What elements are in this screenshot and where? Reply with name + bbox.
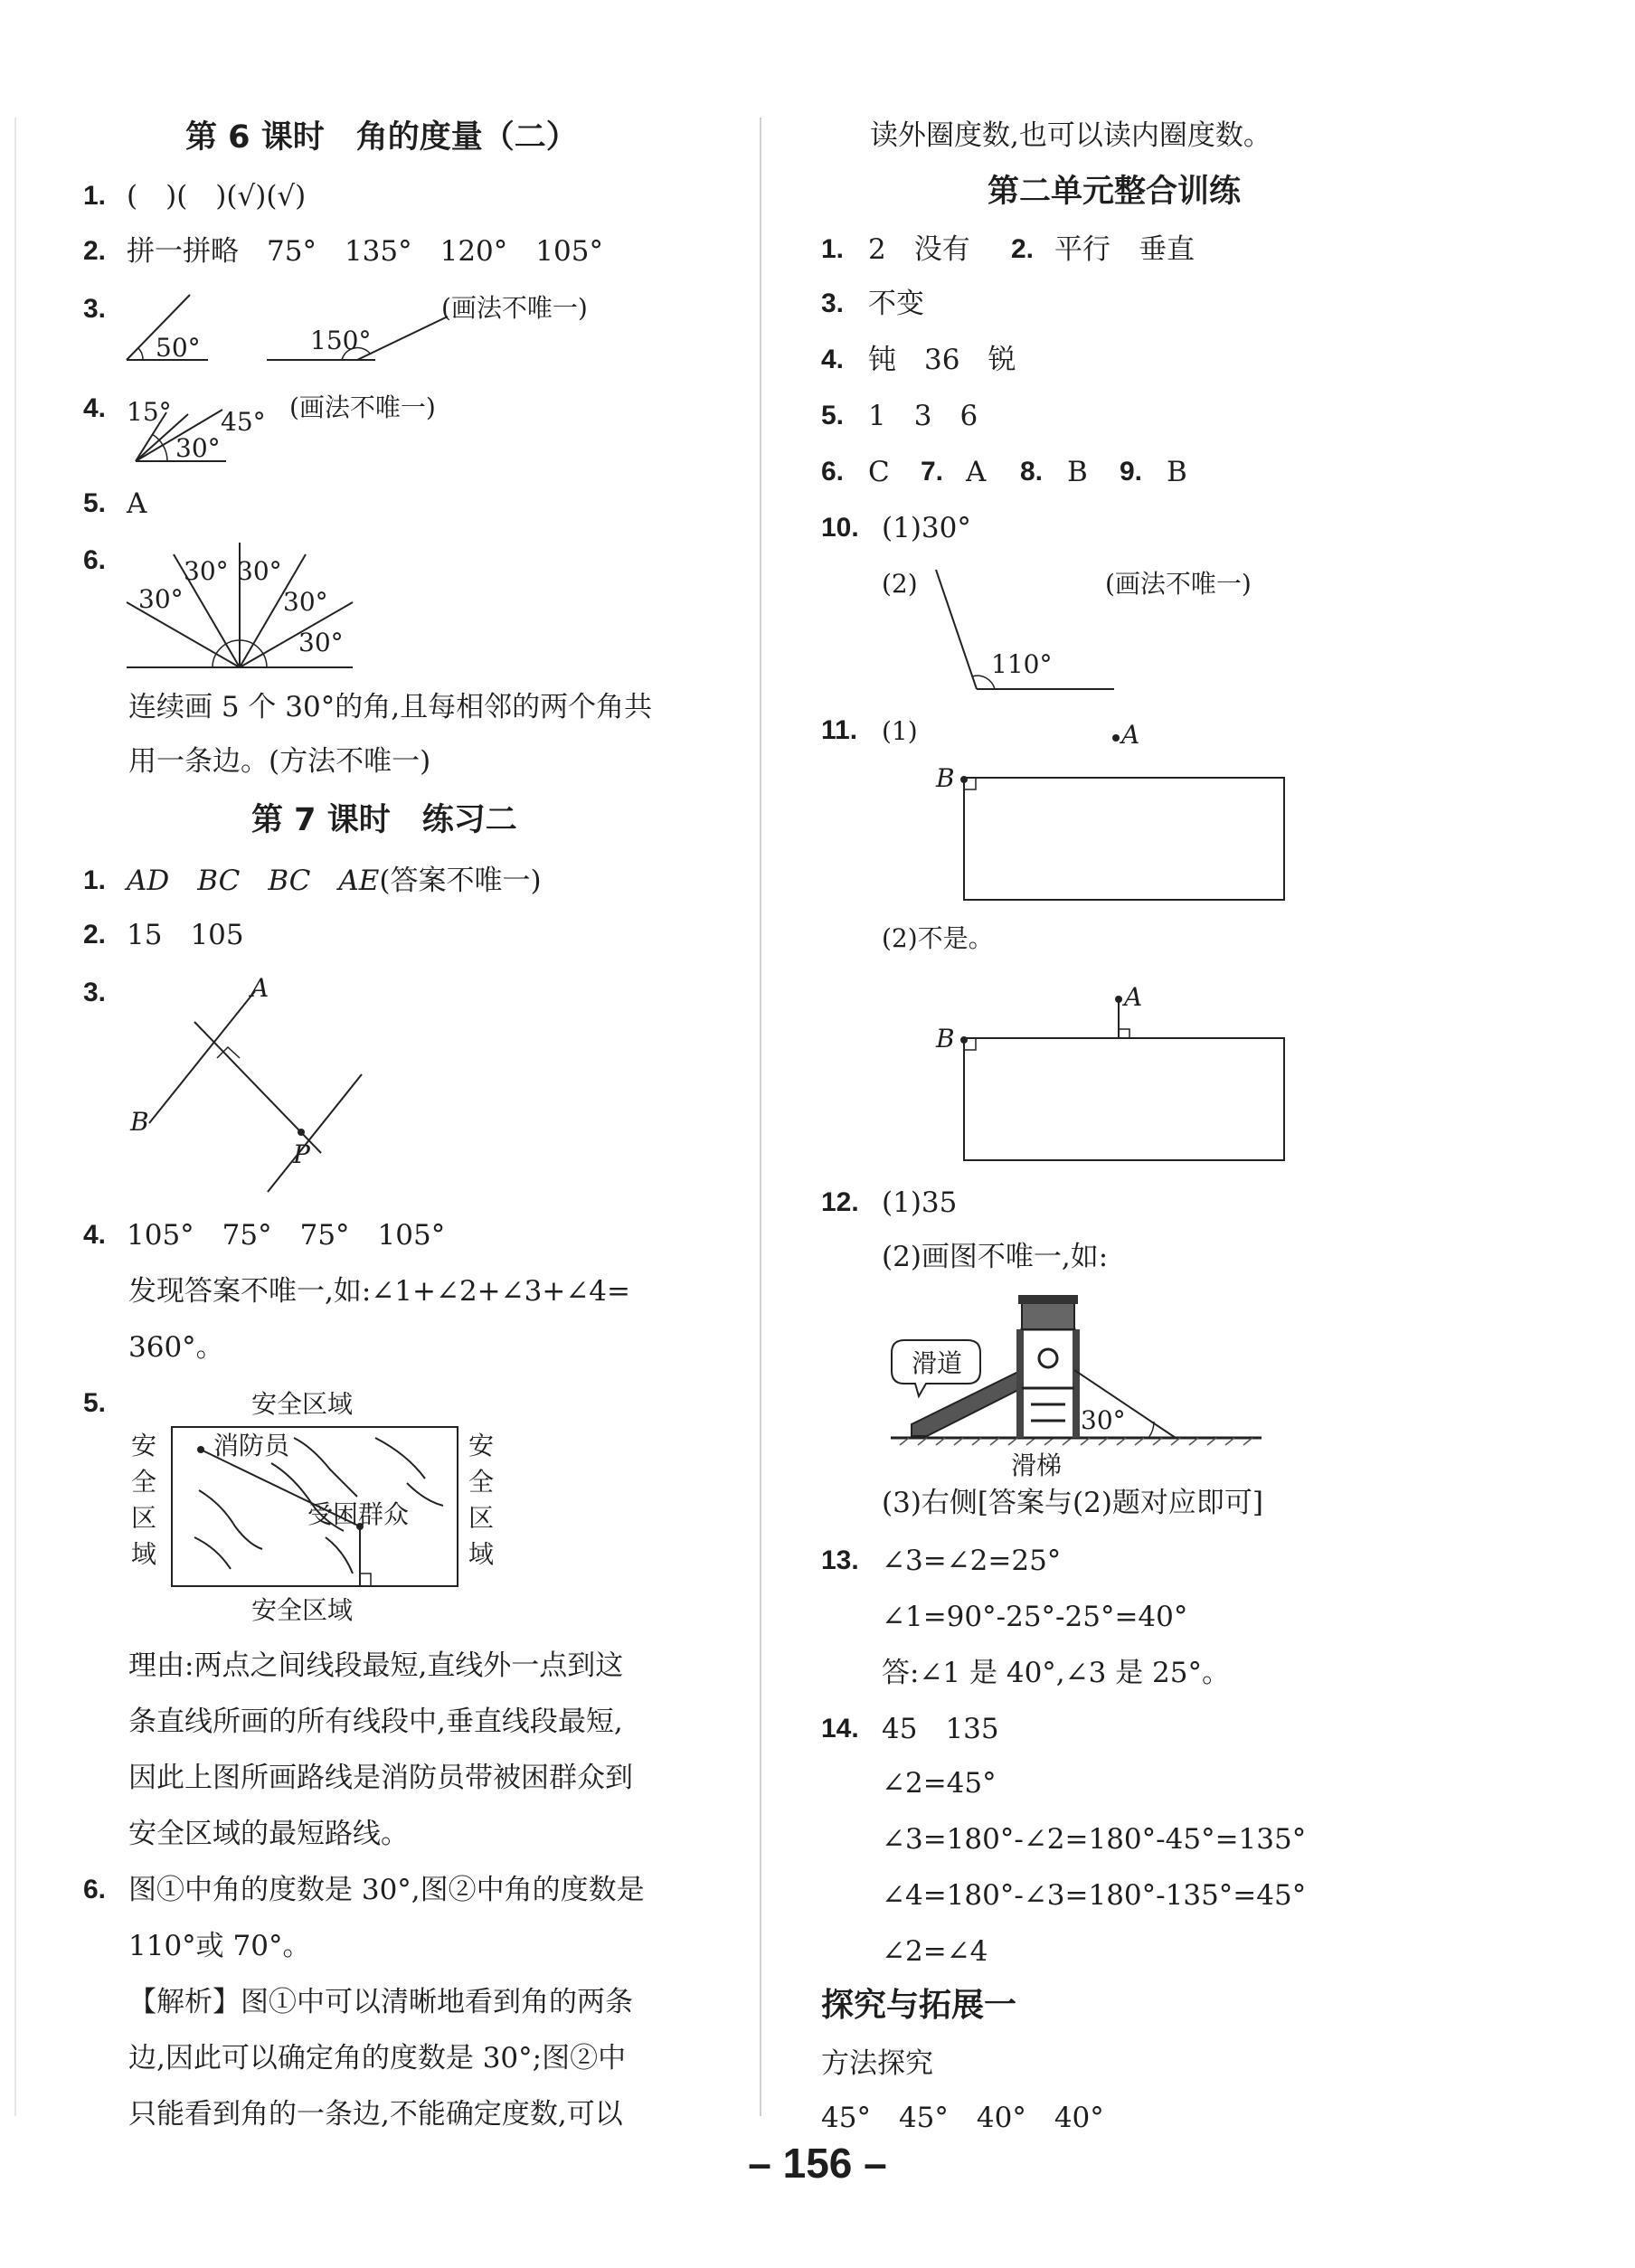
answer-5: 1 3 6 bbox=[868, 400, 978, 432]
svg-text:域: 域 bbox=[468, 1539, 495, 1569]
answer-13-line: 答:∠1 是 40°,∠3 是 25°。 bbox=[882, 1657, 1231, 1689]
q-number: 2. bbox=[1011, 234, 1035, 264]
angle-label: 30° bbox=[237, 556, 282, 586]
answer-2: 平行 垂直 bbox=[1054, 233, 1195, 266]
note: (画法不唯一) bbox=[1105, 569, 1252, 599]
answer-12-1: (1)35 bbox=[882, 1186, 958, 1219]
q-number: 5. bbox=[821, 401, 845, 430]
answer-1: ( )( )(√)(√) bbox=[127, 180, 307, 213]
zone-label: 安全区域 bbox=[251, 1595, 354, 1625]
practice-1: AD BC BC AE(答案不唯一) bbox=[127, 865, 542, 897]
point-label: B bbox=[130, 1107, 149, 1137]
q-number: 11. bbox=[821, 715, 858, 745]
q-number: 5. bbox=[83, 1388, 107, 1418]
answer-14-line: ∠2=∠4 bbox=[882, 1935, 988, 1968]
answer-8: B bbox=[1067, 456, 1088, 488]
point-label: P bbox=[293, 1139, 310, 1169]
svg-text:全: 全 bbox=[131, 1467, 157, 1497]
analysis-text: 只能看到角的一条边,不能确定度数,可以 bbox=[128, 2098, 623, 2131]
slide-bubble-label: 滑道 bbox=[912, 1348, 963, 1378]
practice-4-text: 发现答案不唯一,如:∠1+∠2+∠3+∠4= bbox=[128, 1275, 630, 1308]
svg-text:区: 区 bbox=[131, 1503, 157, 1533]
answer-7: A bbox=[966, 456, 987, 488]
angle-label: 30° bbox=[1081, 1405, 1126, 1435]
answer-1: 2 没有 bbox=[868, 233, 970, 266]
q-number: 8. bbox=[1020, 457, 1044, 487]
extension-heading: 探究与拓展一 bbox=[821, 1987, 1017, 2024]
continued-text: 读外圈度数,也可以读内圈度数。 bbox=[870, 119, 1271, 152]
answer-3: 不变 bbox=[868, 288, 924, 320]
answer-12-2: (2)画图不唯一,如: bbox=[882, 1241, 1109, 1273]
q-number: 3. bbox=[821, 288, 845, 318]
answer-5: A bbox=[127, 487, 147, 520]
analysis-text: 边,因此可以确定角的度数是 30°;图②中 bbox=[128, 2042, 627, 2074]
angle-label: 50° bbox=[156, 333, 201, 363]
practice-5-text: 理由:两点之间线段最短,直线外一点到这 bbox=[128, 1649, 624, 1682]
answer-12-3: (3)右侧[答案与(2)题对应即可] bbox=[882, 1487, 1264, 1519]
answer-4: 钝 36 锐 bbox=[868, 344, 1016, 376]
note: (画法不唯一) bbox=[441, 293, 588, 323]
q-number: 1. bbox=[821, 234, 845, 264]
answer-6: C bbox=[868, 456, 890, 488]
point-label: A bbox=[250, 973, 269, 1003]
point-label: B bbox=[936, 1024, 955, 1054]
zone-label: 安全区域 bbox=[251, 1389, 354, 1419]
answer-13-line: ∠1=90°-25°-25°=40° bbox=[882, 1601, 1188, 1633]
q-number: 5. bbox=[83, 488, 107, 518]
answer-10-1: (1)30° bbox=[882, 512, 971, 544]
practice-2: 15 105 bbox=[127, 919, 244, 951]
angle-label: 110° bbox=[991, 649, 1053, 679]
q-number: 6. bbox=[821, 457, 845, 487]
extension-values: 45° 45° 40° 40° bbox=[821, 2102, 1104, 2134]
slide-caption: 滑梯 bbox=[1011, 1451, 1063, 1480]
practice-5-text: 因此上图所画路线是消防员带被困群众到 bbox=[128, 1762, 633, 1794]
practice-5-text: 条直线所画的所有线段中,垂直线段最短, bbox=[128, 1706, 623, 1738]
answer-14-line: ∠4=180°-∠3=180°-135°=45° bbox=[882, 1879, 1307, 1912]
note: (画法不唯一) bbox=[289, 392, 436, 422]
extension-subheading: 方法探究 bbox=[821, 2047, 933, 2080]
analysis-text: 【解析】图①中可以清晰地看到角的两条 bbox=[128, 1986, 633, 2018]
q-number: 6. bbox=[83, 1875, 107, 1904]
angle-label: 15° bbox=[127, 397, 172, 427]
firefighter-label: 消防员 bbox=[213, 1431, 290, 1460]
angle-label: 30° bbox=[138, 584, 184, 614]
practice-5-text: 安全区域的最短路线。 bbox=[128, 1818, 409, 1850]
q-number: 12. bbox=[821, 1187, 859, 1217]
lesson7-heading: 第 7 课时 练习二 bbox=[251, 802, 517, 838]
angle-label: 45° bbox=[221, 407, 266, 437]
zone-label: 安 bbox=[468, 1431, 495, 1460]
subpart-label: (1) bbox=[882, 716, 918, 746]
trapped-people-label: 受困群众 bbox=[307, 1499, 410, 1529]
answer-14-line: ∠2=45° bbox=[882, 1767, 997, 1800]
svg-text:区: 区 bbox=[468, 1503, 495, 1533]
point-label: A bbox=[1124, 982, 1143, 1012]
q-number: 13. bbox=[821, 1545, 859, 1575]
angle-label: 30° bbox=[175, 433, 221, 463]
answer-14-line: 45 135 bbox=[882, 1713, 999, 1745]
q-number: 7. bbox=[921, 457, 944, 487]
q-number: 2. bbox=[83, 236, 107, 266]
q-number: 2. bbox=[83, 920, 107, 950]
angle-label: 30° bbox=[184, 556, 229, 586]
svg-text:域: 域 bbox=[131, 1539, 157, 1569]
angle-label: 30° bbox=[298, 628, 344, 657]
q-number: 10. bbox=[821, 513, 859, 543]
q-number: 4. bbox=[821, 345, 845, 374]
q-number: 9. bbox=[1120, 457, 1143, 487]
q-number: 6. bbox=[83, 545, 107, 575]
page-number: – 156 – bbox=[748, 2140, 887, 2187]
q6-text: 用一条边。(方法不唯一) bbox=[128, 745, 431, 778]
q-number: 3. bbox=[83, 294, 107, 324]
answer-2: 拼一拼略 75° 135° 120° 105° bbox=[127, 235, 603, 268]
angle-label: 150° bbox=[310, 326, 372, 355]
answer-9: B bbox=[1167, 456, 1187, 488]
subpart-answer: (2)不是。 bbox=[882, 923, 994, 953]
practice-6-text: 110°或 70°。 bbox=[128, 1930, 311, 1962]
angle-label: 30° bbox=[283, 587, 328, 617]
q-number: 1. bbox=[83, 865, 107, 895]
q6-text: 连续画 5 个 30°的角,且每相邻的两个角共 bbox=[128, 691, 653, 723]
zone-label: 安 bbox=[131, 1431, 157, 1460]
q-number: 3. bbox=[83, 978, 107, 1007]
lesson6-heading: 第 6 课时 角的度量（二） bbox=[185, 119, 578, 156]
q-number: 14. bbox=[821, 1714, 859, 1744]
svg-text:全: 全 bbox=[468, 1467, 495, 1497]
subpart-label: (2) bbox=[882, 569, 918, 599]
unit-review-heading: 第二单元整合训练 bbox=[988, 174, 1242, 210]
answer-13-line: ∠3=∠2=25° bbox=[882, 1545, 1062, 1577]
practice-4-text: 360°。 bbox=[128, 1331, 224, 1364]
answer-14-line: ∠3=180°-∠2=180°-45°=135° bbox=[882, 1823, 1307, 1856]
point-label: A bbox=[1121, 720, 1140, 750]
q-number: 4. bbox=[83, 393, 107, 423]
practice-6-text: 图①中角的度数是 30°,图②中角的度数是 bbox=[128, 1874, 645, 1906]
practice-4: 105° 75° 75° 105° bbox=[127, 1219, 446, 1252]
q-number: 4. bbox=[83, 1220, 107, 1250]
q-number: 1. bbox=[83, 181, 107, 211]
point-label: B bbox=[936, 763, 955, 793]
